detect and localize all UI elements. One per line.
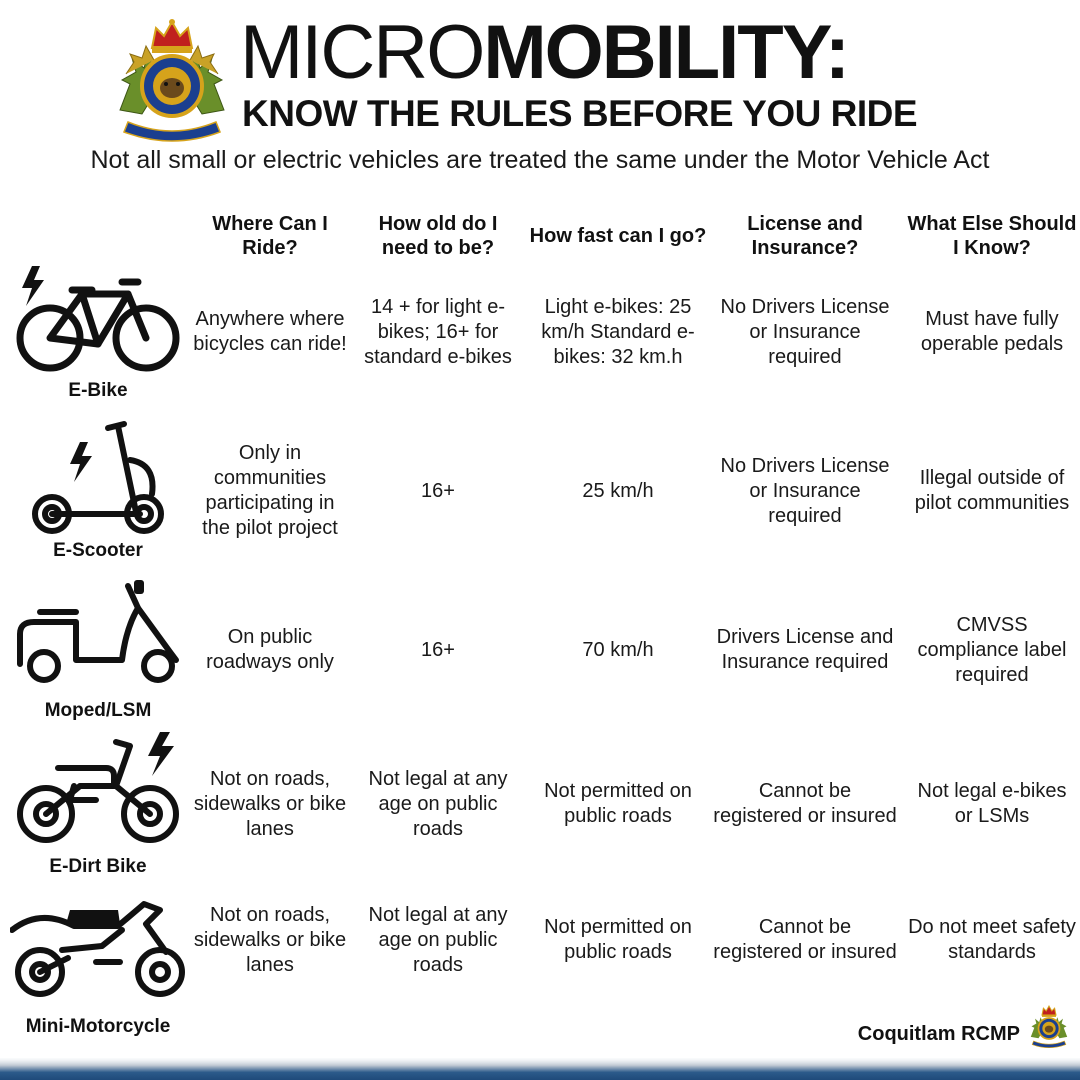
footer-agency: Coquitlam RCMP	[857, 1023, 1020, 1045]
rcmp-crest-logo	[112, 14, 232, 144]
table-row	[0, 730, 1080, 878]
cell-license: Cannot be registered or insured	[713, 780, 897, 827]
cell-age: 16+	[421, 479, 455, 502]
vehicle-label: Mini-Motorcycle	[25, 1016, 171, 1037]
column-header-speed: How fast can I go?	[529, 225, 707, 247]
cell-license: Drivers License and Insurance required	[716, 626, 894, 673]
cell-where: On public roadways only	[206, 626, 334, 673]
vehicle-cell	[0, 262, 196, 402]
cell-other: Not legal e-bikes or LSMs	[917, 780, 1067, 827]
page-title	[240, 12, 980, 94]
cell-license: No Drivers License or Insurance required	[720, 295, 890, 368]
title-light: MICRO	[240, 10, 484, 95]
cell-where: Anywhere where bicycles can ride!	[193, 308, 347, 355]
column-header-other: What Else Should I Know?	[907, 213, 1077, 259]
mini-motorcycle-icon	[10, 890, 186, 1010]
cell-where: Not on roads, sidewalks or bike lanes	[193, 767, 347, 840]
table-row	[0, 890, 1080, 1038]
cell-where: Not on roads, sidewalks or bike lanes	[193, 903, 347, 976]
cell-speed: Light e-bikes: 25 km/h Standard e-bikes: 32 km.h	[541, 295, 695, 368]
vehicle-cell	[0, 890, 196, 1038]
intro-text: Not all small or electric vehicles are treated the same under the Motor Vehicle Act	[90, 146, 990, 174]
table-row	[0, 262, 1080, 402]
cell-speed: Not permitted on public roads	[544, 916, 692, 963]
stripe-gloss	[0, 1058, 1080, 1066]
cell-other: CMVSS compliance label required	[917, 613, 1067, 686]
cell-age: 16+	[421, 638, 455, 661]
cell-where: Only in communities participating in the pilot project	[202, 442, 338, 539]
column-header-age: How old do I need to be?	[378, 213, 498, 259]
e-dirt-bike-icon	[10, 730, 186, 850]
cell-age: Not legal at any age on public roads	[368, 903, 508, 976]
vehicle-label: E-Bike	[68, 380, 128, 401]
cell-speed: Not permitted on public roads	[544, 780, 692, 827]
page-subtitle: KNOW THE RULES BEFORE YOU RIDE	[242, 93, 918, 134]
column-header-license: License and Insurance?	[747, 213, 863, 259]
cell-speed: 70 km/h	[582, 638, 654, 661]
cell-other: Do not meet safety standards	[908, 916, 1076, 963]
table-row	[0, 420, 1080, 562]
vehicle-cell	[0, 730, 196, 878]
vehicle-label: Moped/LSM	[44, 700, 152, 721]
cell-other: Must have fully operable pedals	[920, 308, 1064, 355]
column-header-where: Where Can I Ride?	[212, 213, 328, 259]
vehicle-label: E-Dirt Bike	[49, 856, 147, 877]
cell-age: Not legal at any age on public roads	[368, 767, 508, 840]
e-scooter-icon	[10, 420, 186, 540]
table-row	[0, 578, 1080, 722]
vehicle-cell	[0, 578, 196, 722]
title-bold: MOBILITY:	[483, 10, 849, 95]
cell-age: 14 + for light e-bikes; 16+ for standard e-bikes	[364, 295, 512, 368]
cell-license: No Drivers License or Insurance required	[720, 454, 890, 527]
vehicle-cell	[0, 420, 196, 562]
e-bike-icon	[10, 262, 186, 382]
rcmp-crest-small-logo	[1028, 1003, 1070, 1049]
bottom-decorative-stripe	[0, 1058, 1080, 1080]
cell-other: Illegal outside of pilot communities	[914, 467, 1070, 514]
vehicle-label: E-Scooter	[53, 540, 143, 561]
moped-icon	[10, 578, 186, 698]
cell-speed: 25 km/h	[582, 479, 654, 502]
cell-license: Cannot be registered or insured	[713, 916, 897, 963]
